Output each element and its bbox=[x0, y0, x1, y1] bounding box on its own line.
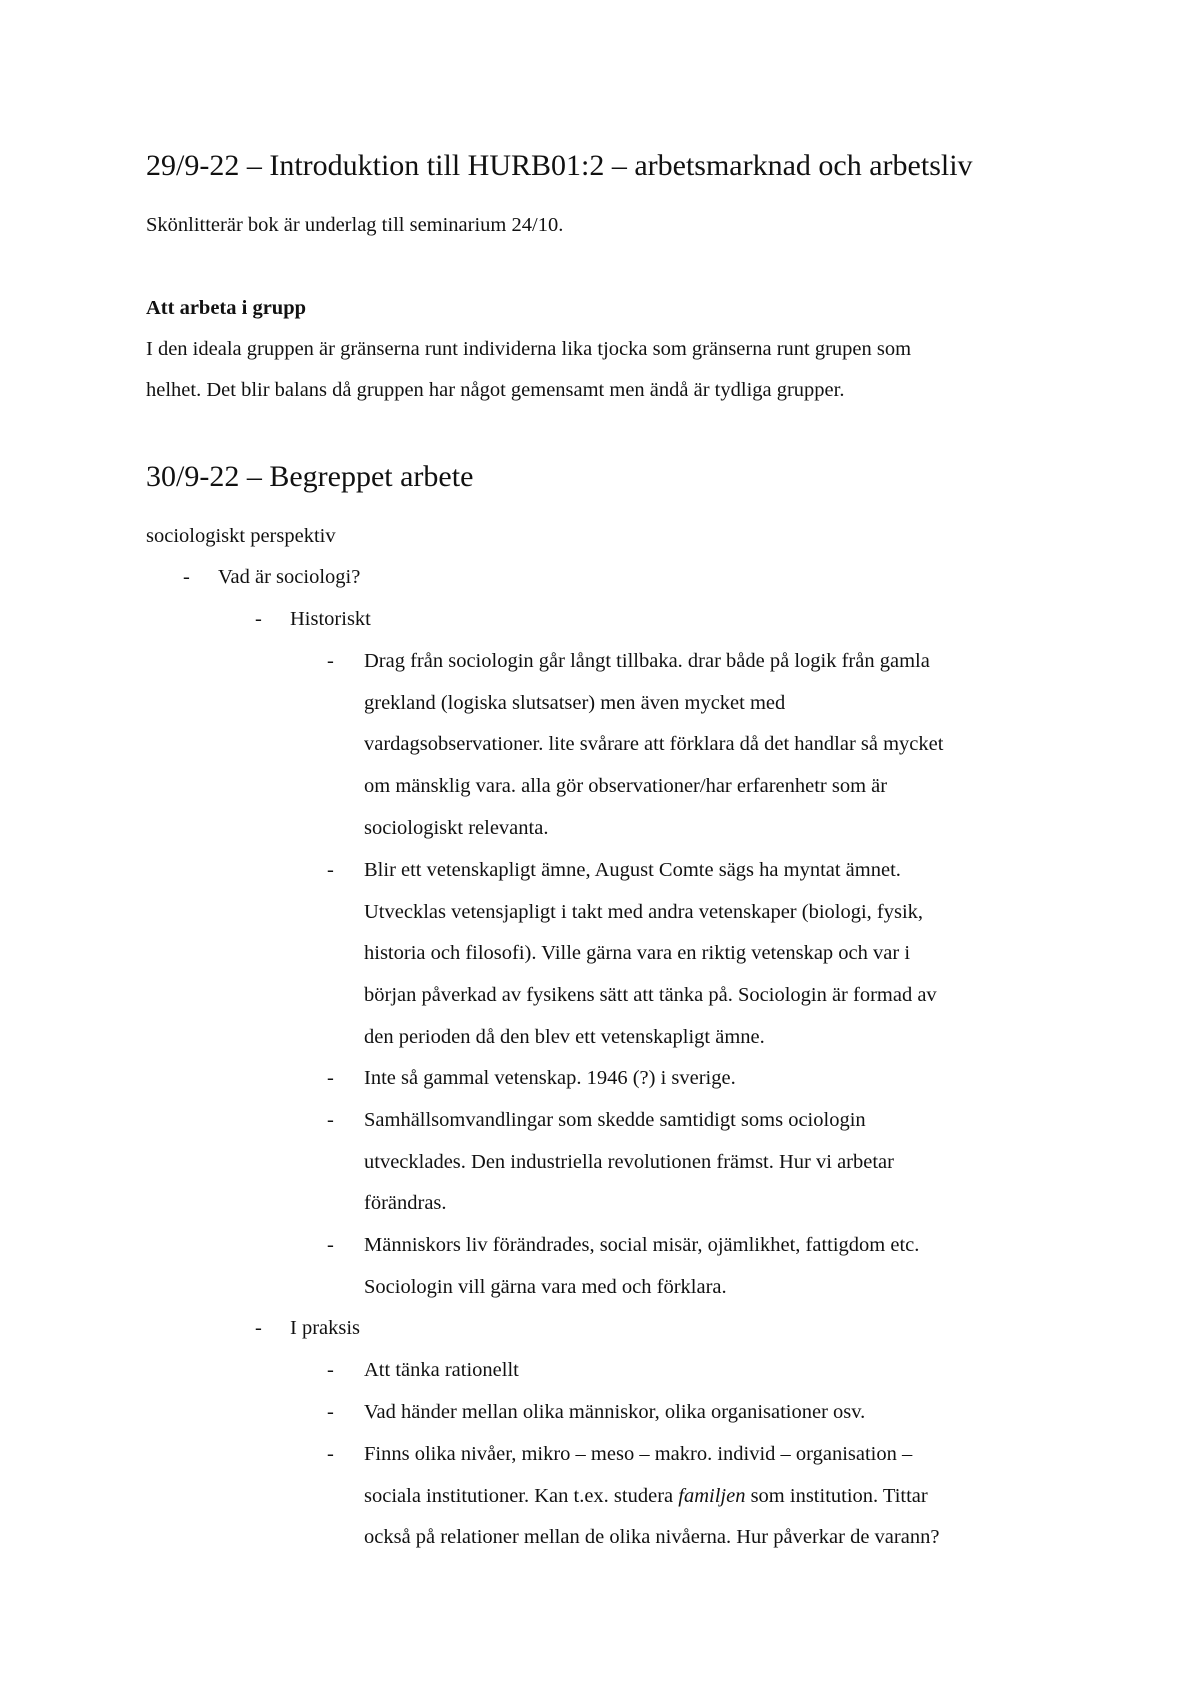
section2-topic: sociologiskt perspektiv bbox=[146, 525, 336, 547]
list-item-line: förändras. bbox=[364, 1192, 447, 1215]
list-item-line: vardagsobservationer. lite svårare att förklara då det handlar så mycket bbox=[364, 733, 944, 756]
list-item-text: Vad är sociologi? bbox=[218, 566, 361, 588]
list-bullet-dash: - bbox=[327, 1234, 334, 1256]
list-item-line: grekland (logiska slutsatser) men även mycket med bbox=[364, 691, 786, 714]
list-item-line: sociologiskt relevanta. bbox=[364, 816, 549, 839]
list-item-level1 bbox=[218, 557, 360, 599]
list-item-level3 bbox=[364, 850, 937, 1059]
list-item-line: Finns olika nivåer, mikro – meso – makro. individ – organisation – bbox=[364, 1443, 913, 1465]
text-run: sociala institutioner. Kan t.ex. studera bbox=[364, 1484, 679, 1507]
list-item-text: Historiskt bbox=[290, 608, 371, 630]
list-item-line: Sociologin vill gärna vara med och förklara. bbox=[364, 1275, 727, 1298]
list-item-line: Att tänka rationellt bbox=[364, 1359, 519, 1381]
list-bullet-dash: - bbox=[327, 859, 334, 881]
section1-body-line: helhet. Det blir balans då gruppen har något gemensamt men ändå är tydliga grupper. bbox=[146, 379, 845, 401]
list-item-level3 bbox=[364, 1058, 736, 1100]
list-item-line: Blir ett vetenskapligt ämne, August Comte sägs ha myntat ämnet. bbox=[364, 859, 901, 881]
list-bullet-dash: - bbox=[327, 1443, 334, 1465]
list-item-line: historia och filosofi). Ville gärna vara en riktig vetenskap och var i bbox=[364, 942, 911, 965]
list-bullet-dash: - bbox=[255, 608, 262, 630]
list-item-line: Inte så gammal vetenskap. 1946 (?) i sverige. bbox=[364, 1067, 736, 1089]
section1-body-line: I den ideala gruppen är gränserna runt individerna lika tjocka som gränserna runt grupen som bbox=[146, 338, 912, 360]
list-item-line: också på relationer mellan de olika nivåerna. Hur påverkar de varann? bbox=[364, 1526, 940, 1549]
list-bullet-dash: - bbox=[327, 650, 334, 672]
list-item-level3 bbox=[364, 1434, 939, 1559]
list-bullet-dash: - bbox=[183, 566, 190, 588]
section1-heading: 29/9-22 – Introduktion till HURB01:2 – arbetsmarknad och arbetsliv bbox=[146, 149, 973, 182]
list-item-line: utvecklades. Den industriella revolutionen främst. Hur vi arbetar bbox=[364, 1150, 894, 1173]
list-item-level3 bbox=[364, 1392, 865, 1434]
list-item-line: den perioden då den blev ett vetenskapligt ämne. bbox=[364, 1025, 765, 1048]
list-bullet-dash: - bbox=[327, 1359, 334, 1381]
list-bullet-dash: - bbox=[327, 1067, 334, 1089]
list-item-line bbox=[364, 1476, 939, 1518]
list-bullet-dash: - bbox=[327, 1109, 334, 1131]
list-bullet-dash: - bbox=[255, 1317, 262, 1339]
list-item-line: Samhällsomvandlingar som skedde samtidigt soms ociologin bbox=[364, 1109, 866, 1131]
list-item-line: om mänsklig vara. alla gör observationer/har erfarenhetr som är bbox=[364, 775, 888, 798]
list-bullet-dash: - bbox=[327, 1401, 334, 1423]
list-item-level2-historiskt bbox=[290, 599, 371, 641]
list-item-text: I praksis bbox=[290, 1317, 361, 1339]
text-run: som institution. Tittar bbox=[745, 1484, 928, 1507]
list-item-level3 bbox=[364, 1350, 519, 1392]
list-item-line: början påverkad av fysikens sätt att tänka på. Sociologin är formad av bbox=[364, 984, 937, 1007]
emphasized-text: familjen bbox=[678, 1484, 746, 1507]
list-item-line: Vad händer mellan olika människor, olika organisationer osv. bbox=[364, 1401, 866, 1423]
list-item-level2-praksis bbox=[290, 1308, 360, 1350]
list-item-level3 bbox=[364, 1225, 919, 1308]
section2-heading: 30/9-22 – Begreppet arbete bbox=[146, 460, 474, 493]
section1-intro: Skönlitterär bok är underlag till seminarium 24/10. bbox=[146, 214, 564, 236]
list-item-level3 bbox=[364, 1100, 894, 1225]
list-item-line: Människors liv förändrades, social misär, ojämlikhet, fattigdom etc. bbox=[364, 1234, 920, 1256]
section1-subheading: Att arbeta i grupp bbox=[146, 297, 307, 319]
list-item-level3 bbox=[364, 641, 943, 850]
list-item-line: Utvecklas vetensjapligt i takt med andra vetenskaper (biologi, fysik, bbox=[364, 900, 924, 923]
list-item-line: Drag från sociologin går långt tillbaka. drar både på logik från gamla bbox=[364, 650, 930, 672]
